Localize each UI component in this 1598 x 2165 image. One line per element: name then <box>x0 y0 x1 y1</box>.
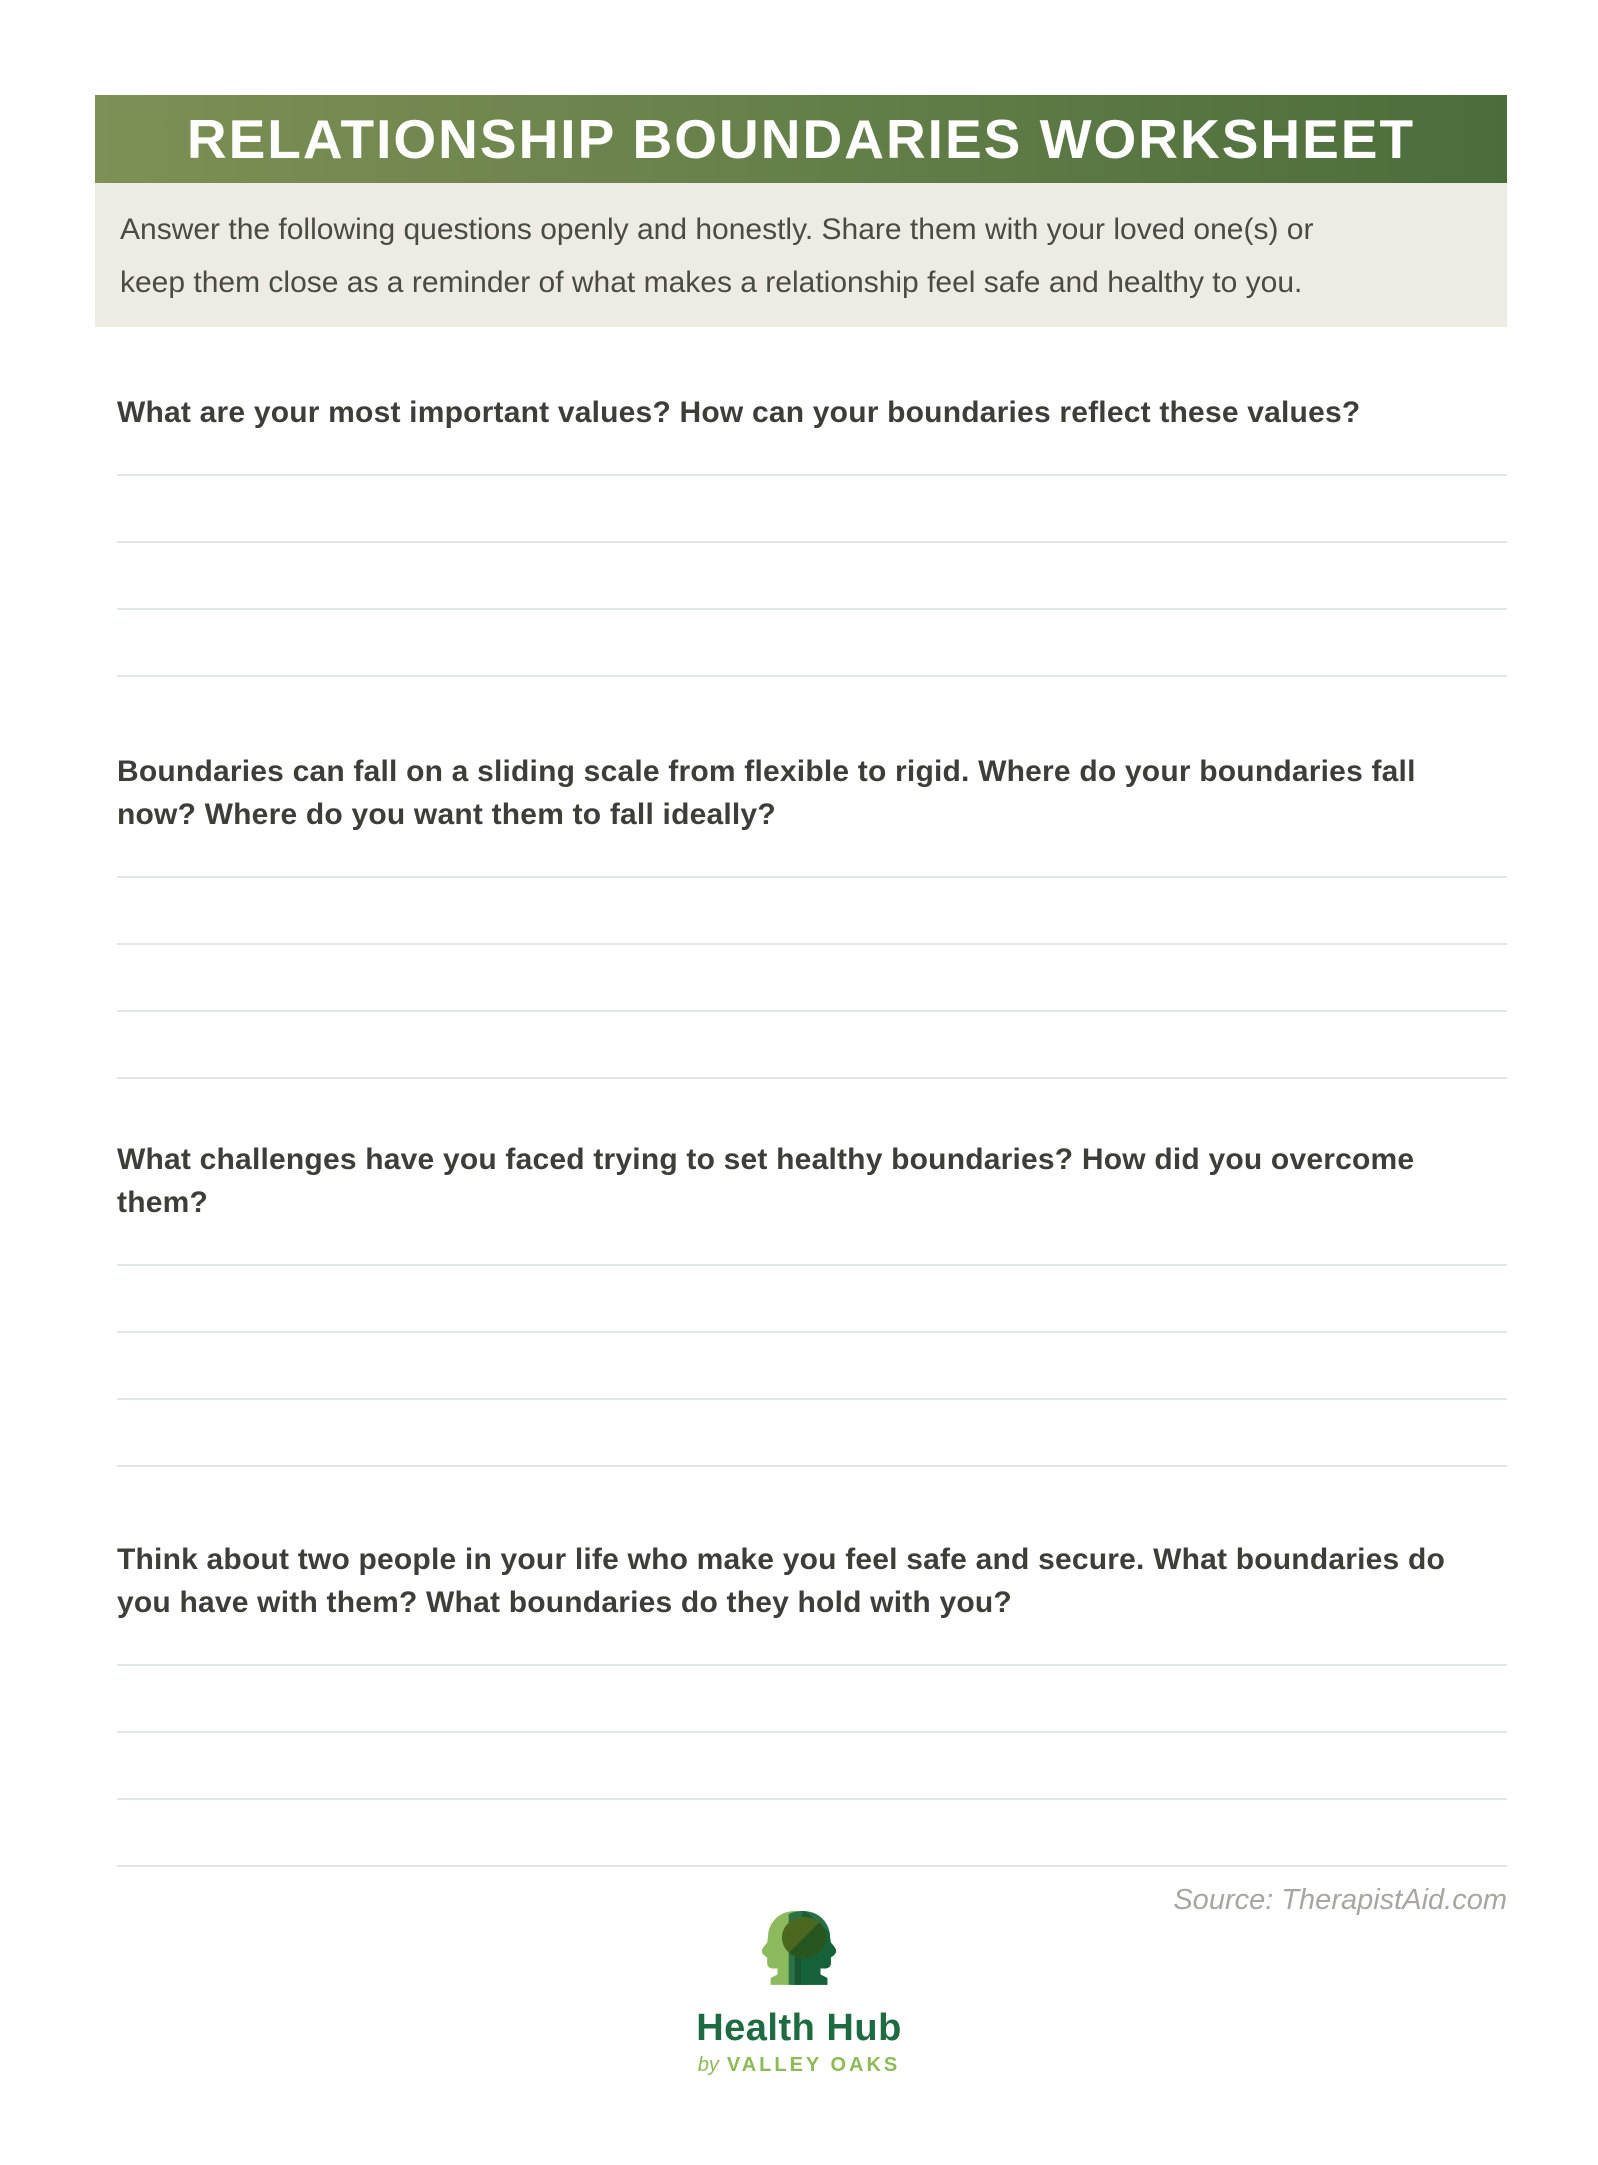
health-hub-logo <box>0 1909 1598 2077</box>
answer-lines-group <box>117 434 1507 677</box>
instructions-block <box>95 183 1507 327</box>
byline-prefix: by <box>697 2054 719 2076</box>
answer-line <box>117 434 1507 476</box>
question-section-3 <box>117 1138 1507 1467</box>
answer-line <box>117 1624 1507 1666</box>
question-text: Think about two people in your life who make you feel safe and secure. What boundaries do you have with them? What boundaries do they hold with you? <box>117 1543 1445 1619</box>
question-section-4 <box>117 1538 1507 1867</box>
answer-line <box>117 1012 1507 1079</box>
answer-line <box>117 1666 1507 1733</box>
answer-line <box>117 836 1507 878</box>
instructions-line-2: keep them close as a reminder of what makes a relationship feel safe and healthy to you. <box>120 266 1303 299</box>
answer-line <box>117 610 1507 677</box>
source-attribution: Source: TherapistAid.com <box>1173 1884 1507 1916</box>
answer-line <box>117 1800 1507 1867</box>
brand-name: Health Hub <box>696 2007 902 2049</box>
brand-byline <box>698 2053 901 2077</box>
answer-lines-group <box>117 836 1507 1079</box>
answer-line <box>117 1333 1507 1400</box>
question-section-2 <box>117 750 1507 1079</box>
worksheet-body <box>117 391 1507 1917</box>
answer-line <box>117 476 1507 543</box>
question-section-1 <box>117 391 1507 677</box>
answer-line <box>117 878 1507 945</box>
worksheet-title: RELATIONSHIP BOUNDARIES WORKSHEET <box>186 108 1416 170</box>
answer-line <box>117 543 1507 610</box>
two-heads-tree-icon <box>756 1909 842 1985</box>
question-text: Boundaries can fall on a sliding scale from flexible to rigid. Where do your boundaries fall now? Where do you want them to fall ideally? <box>117 755 1416 831</box>
worksheet-header-banner <box>95 95 1507 183</box>
answer-line <box>117 1400 1507 1467</box>
instructions-line-1: Answer the following questions openly and honestly. Share them with your loved one(s) or <box>120 213 1314 246</box>
answer-line <box>117 945 1507 1012</box>
answer-line <box>117 1266 1507 1333</box>
byline-org: VALLEY OAKS <box>726 2054 901 2076</box>
answer-line <box>117 1224 1507 1266</box>
answer-lines-group <box>117 1624 1507 1867</box>
answer-lines-group <box>117 1224 1507 1467</box>
answer-line <box>117 1733 1507 1800</box>
question-text: What are your most important values? How can your boundaries reflect these values? <box>117 396 1361 429</box>
question-text: What challenges have you faced trying to set healthy boundaries? How did you overcome them? <box>117 1143 1415 1219</box>
